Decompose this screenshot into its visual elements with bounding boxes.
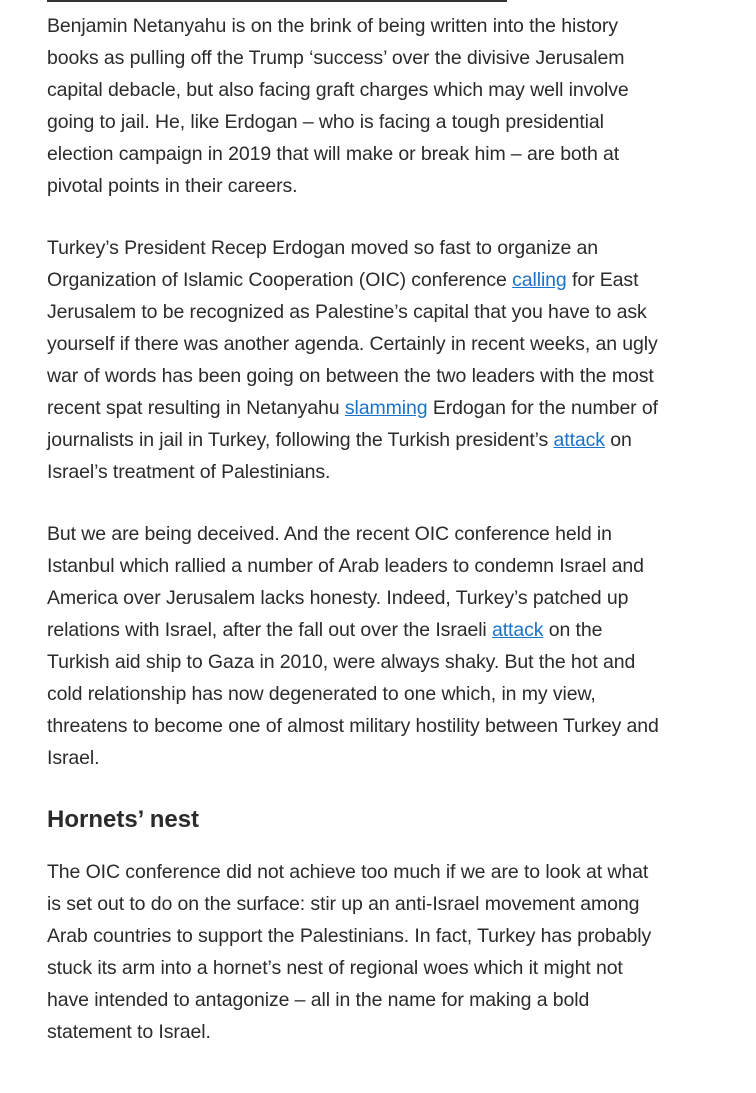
article-body [47,10,662,1078]
attack-link-1[interactable]: attack [553,429,605,451]
paragraph-2 [47,232,662,488]
paragraph-4: The OIC conference did not achieve too much if we are to look at what is set out to do on the surface: stir up an anti-Israel movement among Arab countries to support the Palestinians. In fact, Turkey has probably stuck its arm into a hornet’s nest of regional woes which it might not have intended to antagonize – all in the name for making a bold statement to Israel. [47,861,652,1043]
paragraph-2-text-3: Erdogan for the number of journalists in jail in Turkey, following the Turkish president’s [47,397,658,451]
calling-link[interactable]: calling [512,269,567,291]
paragraph-2-text-4: on Israel’s treatment of Palestinians. [47,429,632,483]
paragraph-2-text-2: for East Jerusalem to be recognized as Palestine’s capital that you have to ask yourself if there was another agenda. Certainly in recent weeks, an ugly war of words has been going on between the two leaders with the most recent spat resulting in Netanyahu [47,269,658,419]
section-heading: Hornets’ nest [47,806,200,833]
top-divider [47,0,507,2]
slamming-link[interactable]: slamming [344,397,428,419]
paragraph-3 [47,518,662,774]
paragraph-3-text-1: But we are being deceived. And the recent OIC conference held in Istanbul which rallied a number of Arab leaders to condemn Israel and America over Jerusalem lacks honesty. Indeed, Turkey’s patched up relations with Israel, after the fall out over the Israeli [47,523,644,641]
paragraph-1: Benjamin Netanyahu is on the brink of being written into the history books as pulling off the Trump ‘success’ over the divisive Jerusalem capital debacle, but also facing graft charges which may well involve going to jail. He, like Erdogan – who is facing a tough presidential election campaign in 2019 that will make or break him – are both at pivotal points in their careers. [47,15,629,197]
paragraph-2-text-1: Turkey’s President Recep Erdogan moved so fast to organize an Organization of Islamic Cooperation (OIC) conference [47,237,599,291]
attack-link-2[interactable]: attack [491,619,544,641]
paragraph-3-text-2: on the Turkish aid ship to Gaza in 2010, were always shaky. But the hot and cold relationship has now degenerated to one which, in my view, threatens to become one of almost military hostility between Turkey and Israel. [47,619,659,769]
